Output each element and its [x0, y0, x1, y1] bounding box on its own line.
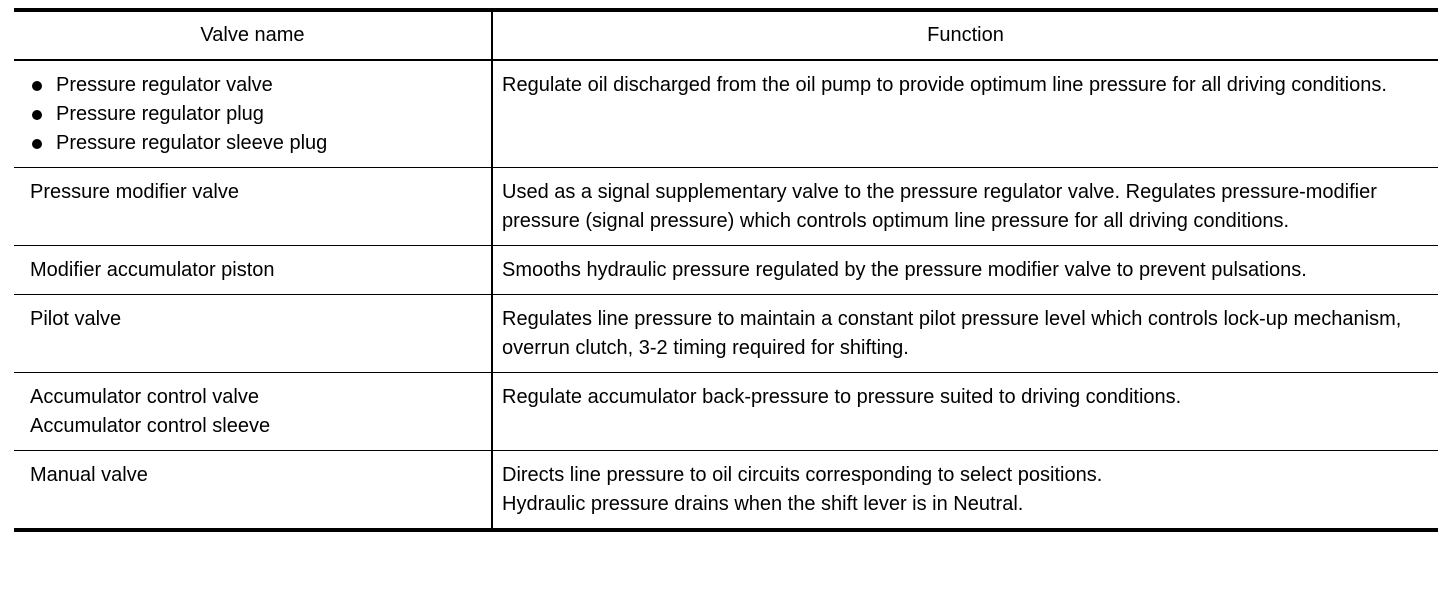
list-item	[30, 129, 483, 158]
valve-name: Pressure regulator valve	[56, 74, 273, 96]
function-cell: Smooths hydraulic pressure regulated by the pressure modifier valve to prevent pulsations.	[492, 246, 1438, 295]
valve-name-cell	[14, 373, 492, 451]
valve-name-cell	[14, 295, 492, 373]
valve-name: Pressure regulator sleeve plug	[56, 132, 328, 154]
function-line: Directs line pressure to oil circuits corresponding to select positions.	[502, 464, 1103, 486]
column-header-function: Function	[492, 12, 1438, 60]
column-header-valve-name: Valve name	[14, 12, 492, 60]
function-cell: Regulates line pressure to maintain a constant pilot pressure level which controls lock-up mechanism, overrun clutch, 3-2 timing required for shifting.	[492, 295, 1438, 373]
valve-name: Manual valve	[30, 464, 148, 486]
valve-name: Accumulator control valve	[30, 386, 259, 408]
function-line: Hydraulic pressure drains when the shift lever is in Neutral.	[502, 493, 1024, 515]
bullet-icon	[32, 110, 42, 120]
valve-name-cell	[14, 246, 492, 295]
function-cell	[492, 451, 1438, 531]
bullet-icon	[32, 139, 42, 149]
bullet-icon	[32, 81, 42, 91]
list-item	[30, 71, 483, 100]
valve-name: Modifier accumulator piston	[30, 259, 275, 281]
function-cell: Regulate accumulator back-pressure to pressure suited to driving conditions.	[492, 373, 1438, 451]
valve-name-cell	[14, 60, 492, 168]
valve-name: Pilot valve	[30, 308, 122, 330]
table-row	[14, 295, 1438, 373]
table-row	[14, 60, 1438, 168]
list-item	[30, 100, 483, 129]
function-cell: Used as a signal supplementary valve to the pressure regulator valve. Regulates pressure-modifier pressure (signal pressure) which controls optimum line pressure for all driving conditions.	[492, 168, 1438, 246]
function-cell: Regulate oil discharged from the oil pump to provide optimum line pressure for all driving conditions.	[492, 60, 1438, 168]
valve-name: Accumulator control sleeve	[30, 415, 271, 437]
valve-name: Pressure regulator plug	[56, 103, 264, 125]
table-row	[14, 373, 1438, 451]
valve-name: Pressure modifier valve	[30, 181, 239, 203]
table-row	[14, 451, 1438, 531]
valve-function-table	[14, 12, 1438, 532]
table-row	[14, 246, 1438, 295]
valve-name-bullet-list	[30, 71, 483, 158]
valve-name-cell	[14, 451, 492, 531]
valve-name-cell	[14, 168, 492, 246]
table-header-row	[14, 12, 1438, 60]
table-row	[14, 168, 1438, 246]
